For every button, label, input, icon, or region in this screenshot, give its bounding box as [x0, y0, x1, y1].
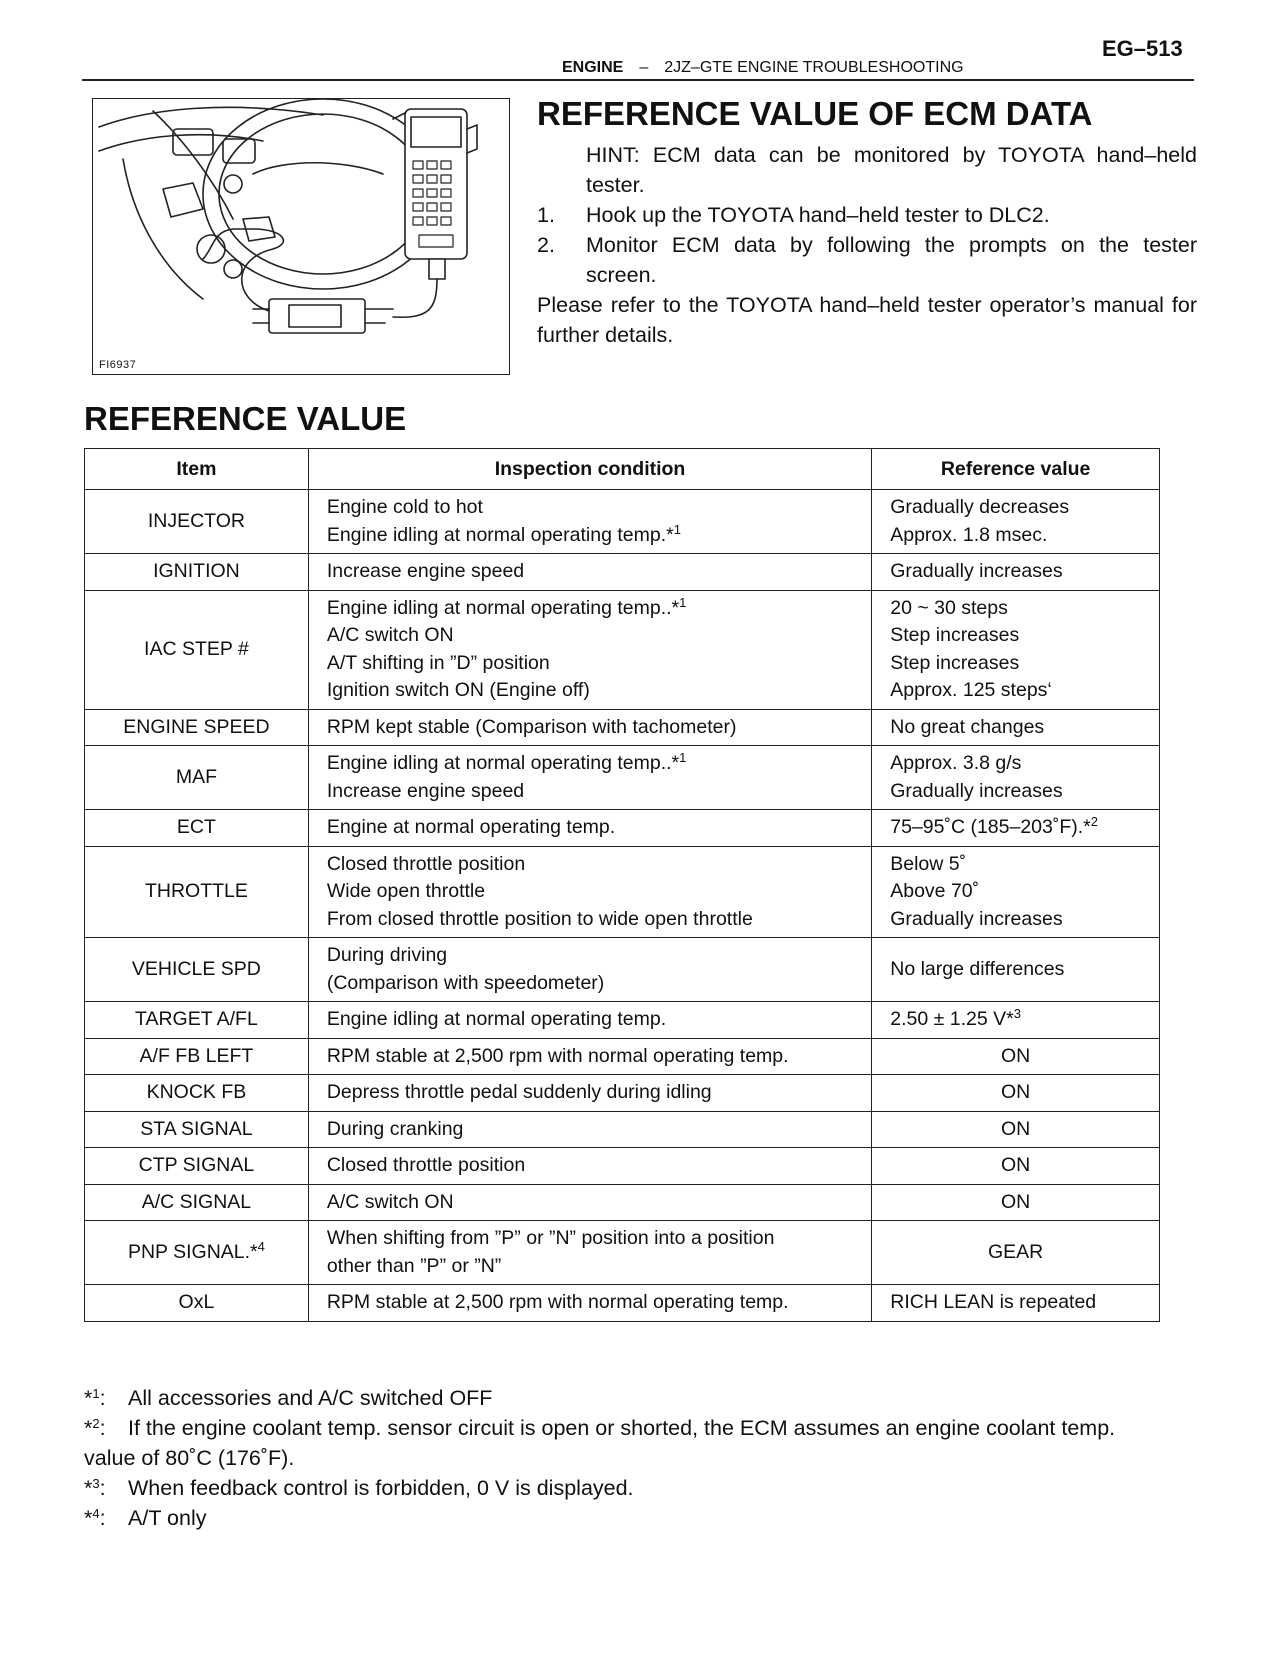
condition-cell	[308, 810, 871, 847]
step-item	[537, 200, 1197, 230]
figure-id: FI6937	[99, 359, 137, 371]
footnote-key	[84, 1503, 128, 1533]
table-row	[85, 1075, 1160, 1112]
condition-line: During driving	[326, 944, 448, 966]
value-line: Step increases	[890, 651, 1020, 674]
condition-text: Engine idling at normal operating temp.*	[326, 523, 674, 546]
item-cell: MAF	[85, 746, 309, 810]
condition-line	[327, 750, 871, 778]
condition-line: When shifting from ”P” or ”N” position into a position	[326, 1227, 775, 1249]
tester-connection-illustration	[92, 98, 510, 375]
condition-line	[327, 595, 871, 623]
footnote-ref: 3	[1013, 1006, 1021, 1021]
footnote-star: *	[84, 1476, 93, 1500]
condition-line: A/T shifting in ”D” position	[326, 651, 550, 674]
footnote-text: If the engine coolant temp. sensor circuit is open or shorted, the ECM assumes an engine coolant temp.	[128, 1416, 1116, 1440]
footnote-ref: 1	[679, 750, 687, 765]
table-row	[85, 810, 1160, 847]
footnote	[84, 1503, 1204, 1533]
condition-line: Ignition switch ON (Engine off)	[326, 679, 590, 701]
condition-cell	[308, 1075, 871, 1112]
footnote	[84, 1473, 1204, 1503]
item-cell: THROTTLE	[85, 846, 309, 938]
value-cell	[872, 1038, 1160, 1075]
item-cell	[85, 1221, 309, 1285]
condition-line: Closed throttle position	[326, 1154, 526, 1176]
item-text: PNP SIGNAL.*	[127, 1240, 258, 1263]
value-line: Approx. 1.8 msec.	[890, 523, 1048, 546]
value-line: Approx. 125 steps‘	[890, 679, 1052, 701]
footnote-colon: :	[99, 1416, 106, 1440]
value-cell	[872, 1111, 1160, 1148]
footnote-ref: 1	[673, 521, 681, 537]
condition-line: Increase engine speed	[326, 779, 525, 802]
value-cell	[872, 1285, 1160, 1322]
table-row	[85, 1111, 1160, 1148]
condition-line: A/C switch ON	[326, 624, 454, 646]
value-line: RICH LEAN is repeated	[890, 1291, 1097, 1313]
step-text: Hook up the TOYOTA hand–held tester to DLC2.	[586, 203, 1050, 227]
value-line	[890, 814, 1159, 842]
running-head-section: ENGINE	[562, 59, 624, 76]
step-number: 2.	[537, 233, 555, 257]
hint-text: HINT: ECM data can be monitored by TOYOTA hand–held tester.	[586, 143, 1197, 197]
value-cell	[872, 490, 1160, 554]
item-cell: ECT	[85, 810, 309, 847]
condition-line: other than ”P” or ”N”	[326, 1254, 502, 1277]
condition-cell	[308, 554, 871, 591]
value-line: ON	[1000, 1081, 1031, 1103]
table-row	[85, 490, 1160, 554]
column-header-value: Reference value	[872, 449, 1160, 490]
footnote	[84, 1413, 1204, 1443]
condition-line: Depress throttle pedal suddenly during idling	[326, 1081, 712, 1103]
step-number: 1.	[537, 203, 555, 227]
value-cell	[872, 1002, 1160, 1039]
condition-line: Engine cold to hot	[326, 496, 483, 518]
item-cell: A/F FB LEFT	[85, 1038, 309, 1075]
value-cell	[872, 746, 1160, 810]
value-cell	[872, 590, 1160, 709]
condition-cell	[308, 709, 871, 746]
footnote-colon: :	[99, 1506, 106, 1530]
value-line: ON	[1000, 1044, 1031, 1067]
reference-value-table	[84, 448, 1160, 1322]
condition-line: From closed throttle position to wide open throttle	[326, 907, 753, 930]
footnote-number: 3	[92, 1476, 100, 1491]
value-line: Below 5˚	[890, 852, 967, 875]
value-line: Step increases	[890, 624, 1020, 646]
condition-cell	[308, 1111, 871, 1148]
value-text: 75–95˚C (185–203˚F).*	[890, 816, 1091, 838]
value-cell	[872, 1075, 1160, 1112]
table-row	[85, 590, 1160, 709]
item-cell: IGNITION	[85, 554, 309, 591]
ecm-data-instructions	[537, 140, 1197, 350]
column-header-item: Item	[85, 449, 309, 490]
item-cell: A/C SIGNAL	[85, 1184, 309, 1221]
footnote-colon: :	[99, 1476, 106, 1500]
footnote-key	[84, 1383, 128, 1413]
ecm-data-title: REFERENCE VALUE OF ECM DATA	[537, 95, 1093, 132]
value-line: GEAR	[987, 1240, 1044, 1263]
value-cell	[872, 554, 1160, 591]
value-cell	[872, 846, 1160, 938]
footnote-colon: :	[99, 1386, 106, 1410]
condition-line: RPM stable at 2,500 rpm with normal operating temp.	[326, 1044, 789, 1067]
value-line: Approx. 3.8 g/s	[890, 752, 1022, 774]
table-row	[85, 1285, 1160, 1322]
table-row	[85, 554, 1160, 591]
footnote-text: A/T only	[128, 1506, 207, 1530]
table-row	[85, 1148, 1160, 1185]
item-cell: CTP SIGNAL	[85, 1148, 309, 1185]
table-row	[85, 846, 1160, 938]
item-cell: KNOCK FB	[85, 1075, 309, 1112]
value-cell	[872, 1148, 1160, 1185]
value-line: No great changes	[890, 715, 1045, 738]
condition-cell	[308, 1148, 871, 1185]
item-cell: STA SIGNAL	[85, 1111, 309, 1148]
value-cell	[872, 1184, 1160, 1221]
step-item	[537, 230, 1197, 290]
condition-cell	[308, 846, 871, 938]
value-cell	[872, 709, 1160, 746]
value-cell	[872, 810, 1160, 847]
item-cell: ENGINE SPEED	[85, 709, 309, 746]
item-cell: VEHICLE SPD	[85, 938, 309, 1002]
manual-note: Please refer to the TOYOTA hand–held tester operator’s manual for further details.	[537, 293, 1197, 347]
condition-line: Wide open throttle	[326, 880, 486, 902]
footnote-star: *	[84, 1506, 93, 1530]
footnote	[84, 1383, 1204, 1413]
tester-drawing	[93, 99, 509, 374]
condition-line: RPM stable at 2,500 rpm with normal operating temp.	[326, 1291, 789, 1313]
condition-text: Engine idling at normal operating temp..*	[326, 752, 680, 774]
footnote-star: *	[84, 1386, 93, 1410]
item-cell: OxL	[85, 1285, 309, 1322]
condition-cell	[308, 490, 871, 554]
footnote-text: When feedback control is forbidden, 0 V is displayed.	[128, 1476, 634, 1500]
footnote-key	[84, 1473, 128, 1503]
running-head-dash: –	[639, 59, 649, 76]
footnote-key	[84, 1413, 128, 1443]
condition-line: Engine idling at normal operating temp.	[326, 1008, 667, 1030]
page-number: EG–513	[1102, 36, 1183, 61]
running-head	[562, 59, 964, 77]
condition-line: (Comparison with speedometer)	[326, 971, 605, 994]
condition-cell	[308, 1285, 871, 1322]
table-row	[85, 1038, 1160, 1075]
condition-cell	[308, 1002, 871, 1039]
value-line: Above 70˚	[890, 880, 980, 902]
item-cell: INJECTOR	[85, 490, 309, 554]
condition-cell	[308, 1038, 871, 1075]
value-line: No large differences	[890, 957, 1065, 980]
condition-cell	[308, 938, 871, 1002]
value-line: 20 ~ 30 steps	[890, 596, 1008, 619]
running-head-subtitle: 2JZ–GTE ENGINE TROUBLESHOOTING	[664, 59, 964, 76]
condition-line	[327, 522, 871, 550]
value-cell	[872, 1221, 1160, 1285]
condition-line: Engine at normal operating temp.	[326, 816, 616, 838]
condition-line: Closed throttle position	[326, 852, 526, 875]
condition-line: A/C switch ON	[326, 1190, 454, 1213]
item-cell: TARGET A/FL	[85, 1002, 309, 1039]
condition-cell	[308, 1221, 871, 1285]
table-row	[85, 938, 1160, 1002]
table-row	[85, 1221, 1160, 1285]
footnotes	[84, 1383, 1204, 1533]
value-line	[890, 1006, 1159, 1034]
condition-text: Engine idling at normal operating temp..*	[326, 596, 680, 619]
footnote-ref: 4	[257, 1238, 265, 1254]
condition-cell	[308, 746, 871, 810]
column-header-condition: Inspection condition	[308, 449, 871, 490]
condition-line: Increase engine speed	[326, 560, 525, 582]
condition-cell	[308, 590, 871, 709]
header-rule	[82, 79, 1194, 81]
footnote-ref: 2	[1090, 814, 1099, 829]
step-text: Monitor ECM data by following the prompts on the tester screen.	[586, 233, 1197, 287]
value-text: 2.50 ± 1.25 V*	[890, 1008, 1014, 1030]
reference-value-title: REFERENCE VALUE	[84, 400, 407, 437]
item-cell: IAC STEP #	[85, 590, 309, 709]
table-header-row	[85, 449, 1160, 490]
footnote-text: All accessories and A/C switched OFF	[128, 1386, 493, 1410]
value-line: Gradually increases	[890, 779, 1063, 802]
footnote-star: *	[84, 1416, 93, 1440]
value-line: Gradually decreases	[890, 496, 1070, 518]
table-row	[85, 1184, 1160, 1221]
value-cell	[872, 938, 1160, 1002]
value-line: Gradually increases	[890, 907, 1063, 930]
footnote-continuation: value of 80˚C (176˚F).	[84, 1446, 295, 1470]
footnote-number: 4	[92, 1506, 100, 1521]
condition-line: During cranking	[326, 1117, 464, 1140]
table-row	[85, 709, 1160, 746]
footnote-ref: 1	[679, 594, 687, 610]
footnote-number: 2	[92, 1416, 100, 1431]
value-line: ON	[1000, 1117, 1031, 1140]
table-row	[85, 746, 1160, 810]
condition-line: RPM kept stable (Comparison with tachometer)	[326, 715, 737, 738]
footnote-number: 1	[92, 1386, 100, 1401]
condition-cell	[308, 1184, 871, 1221]
value-line: ON	[1000, 1190, 1031, 1213]
table-row	[85, 1002, 1160, 1039]
value-line: ON	[1000, 1154, 1031, 1176]
value-line: Gradually increases	[890, 560, 1063, 582]
